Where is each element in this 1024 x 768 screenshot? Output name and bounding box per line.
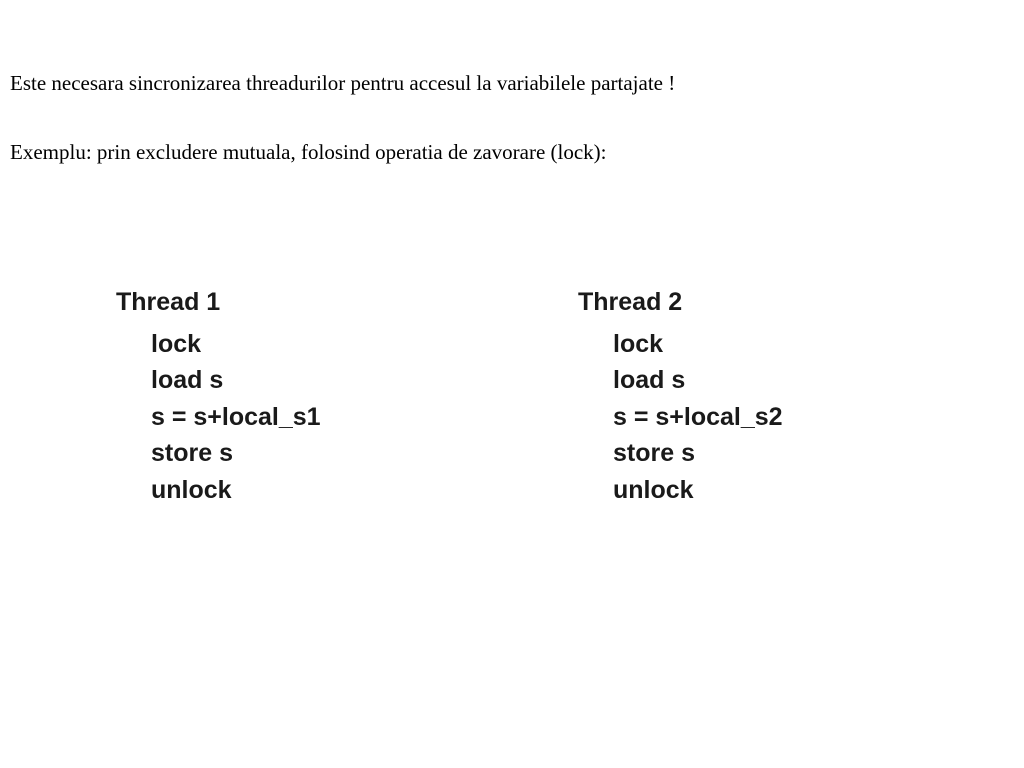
thread-1-step-unlock: unlock (151, 475, 232, 504)
thread-2-block (578, 289, 783, 508)
thread-1-block (116, 289, 321, 508)
thread-2-step-load: load s (613, 366, 686, 394)
thread-2-step-store: store s (613, 439, 695, 467)
thread-2-steps (578, 326, 783, 509)
thread-1-title: Thread 1 (116, 288, 221, 316)
thread-1-steps (116, 326, 321, 509)
thread-2-title: Thread 2 (578, 288, 683, 316)
thread-1-step-load: load s (151, 366, 224, 394)
thread-2-step-add: s = s+local_s2 (613, 402, 783, 431)
thread-2-step-lock: lock (613, 329, 664, 358)
thread-1-step-lock: lock (151, 329, 202, 358)
thread-1-step-store: store s (151, 439, 233, 467)
intro-sentence: Este necesara sincronizarea threadurilor pentru accesul la variabilele partajate ! (10, 71, 676, 95)
thread-1-step-add: s = s+local_s1 (151, 402, 321, 431)
thread-2-step-unlock: unlock (613, 475, 694, 504)
example-sentence: Exemplu: prin excludere mutuala, folosind operatia de zavorare (lock): (10, 140, 607, 164)
